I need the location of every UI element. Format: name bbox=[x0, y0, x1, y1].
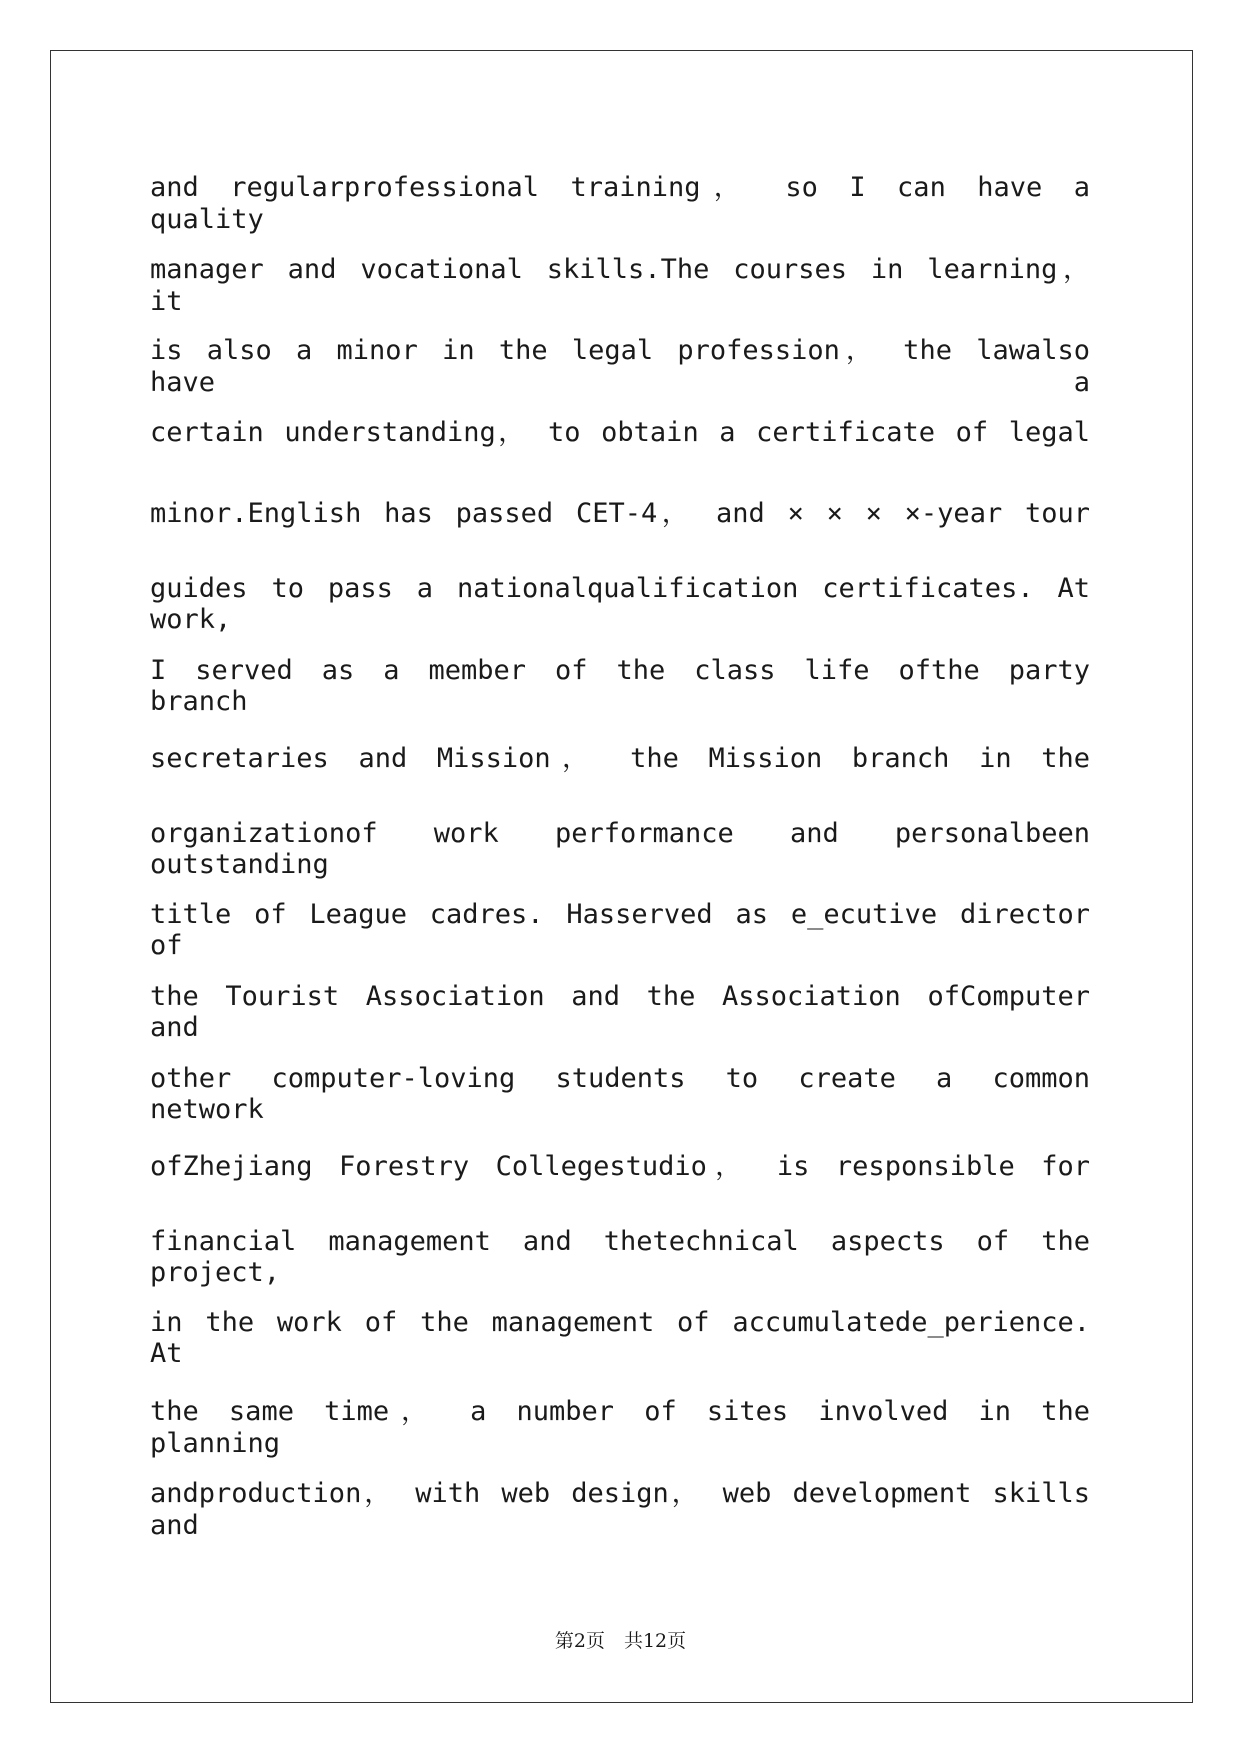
text-line: financial management and thetechnical aspects of the project, bbox=[150, 1225, 1090, 1288]
text-line: and regularprofessional training， so I can have a quality bbox=[150, 172, 1090, 235]
text-line: minor.English has passed CET-4， and × × × ×-year tour bbox=[150, 498, 1090, 530]
text-line: organizationof work performance and personalbeen outstanding bbox=[150, 817, 1090, 880]
body-text bbox=[150, 165, 1100, 1552]
text-line: the Tourist Association and the Association ofComputer and bbox=[150, 980, 1090, 1043]
text-line: ofZhejiang Forestry Collegestudio， is responsible for bbox=[150, 1151, 1090, 1183]
text-line: is also a minor in the legal profession， the lawalso have a bbox=[150, 335, 1090, 399]
text-line: other computer-loving students to create a common network bbox=[150, 1062, 1090, 1125]
text-line: andproduction， with web design， web development skills and bbox=[150, 1477, 1090, 1541]
text-line: guides to pass a nationalqualification certificates. At work, bbox=[150, 572, 1090, 635]
text-line: secretaries and Mission， the Mission branch in the bbox=[150, 743, 1090, 775]
text-line: certain understanding， to obtain a certificate of legal bbox=[150, 416, 1090, 448]
text-line: manager and vocational skills.The courses in learning， it bbox=[150, 253, 1090, 317]
text-line: in the work of the management of accumulatede_perience. At bbox=[150, 1307, 1090, 1370]
page-number-footer: 第2页 共12页 bbox=[554, 1630, 687, 1652]
text-line: I served as a member of the class life ofthe party branch bbox=[150, 654, 1090, 717]
text-line: title of League cadres. Hasserved as e_ecutive director of bbox=[150, 899, 1090, 962]
text-line: the same time， a number of sites involved in the planning bbox=[150, 1395, 1090, 1459]
